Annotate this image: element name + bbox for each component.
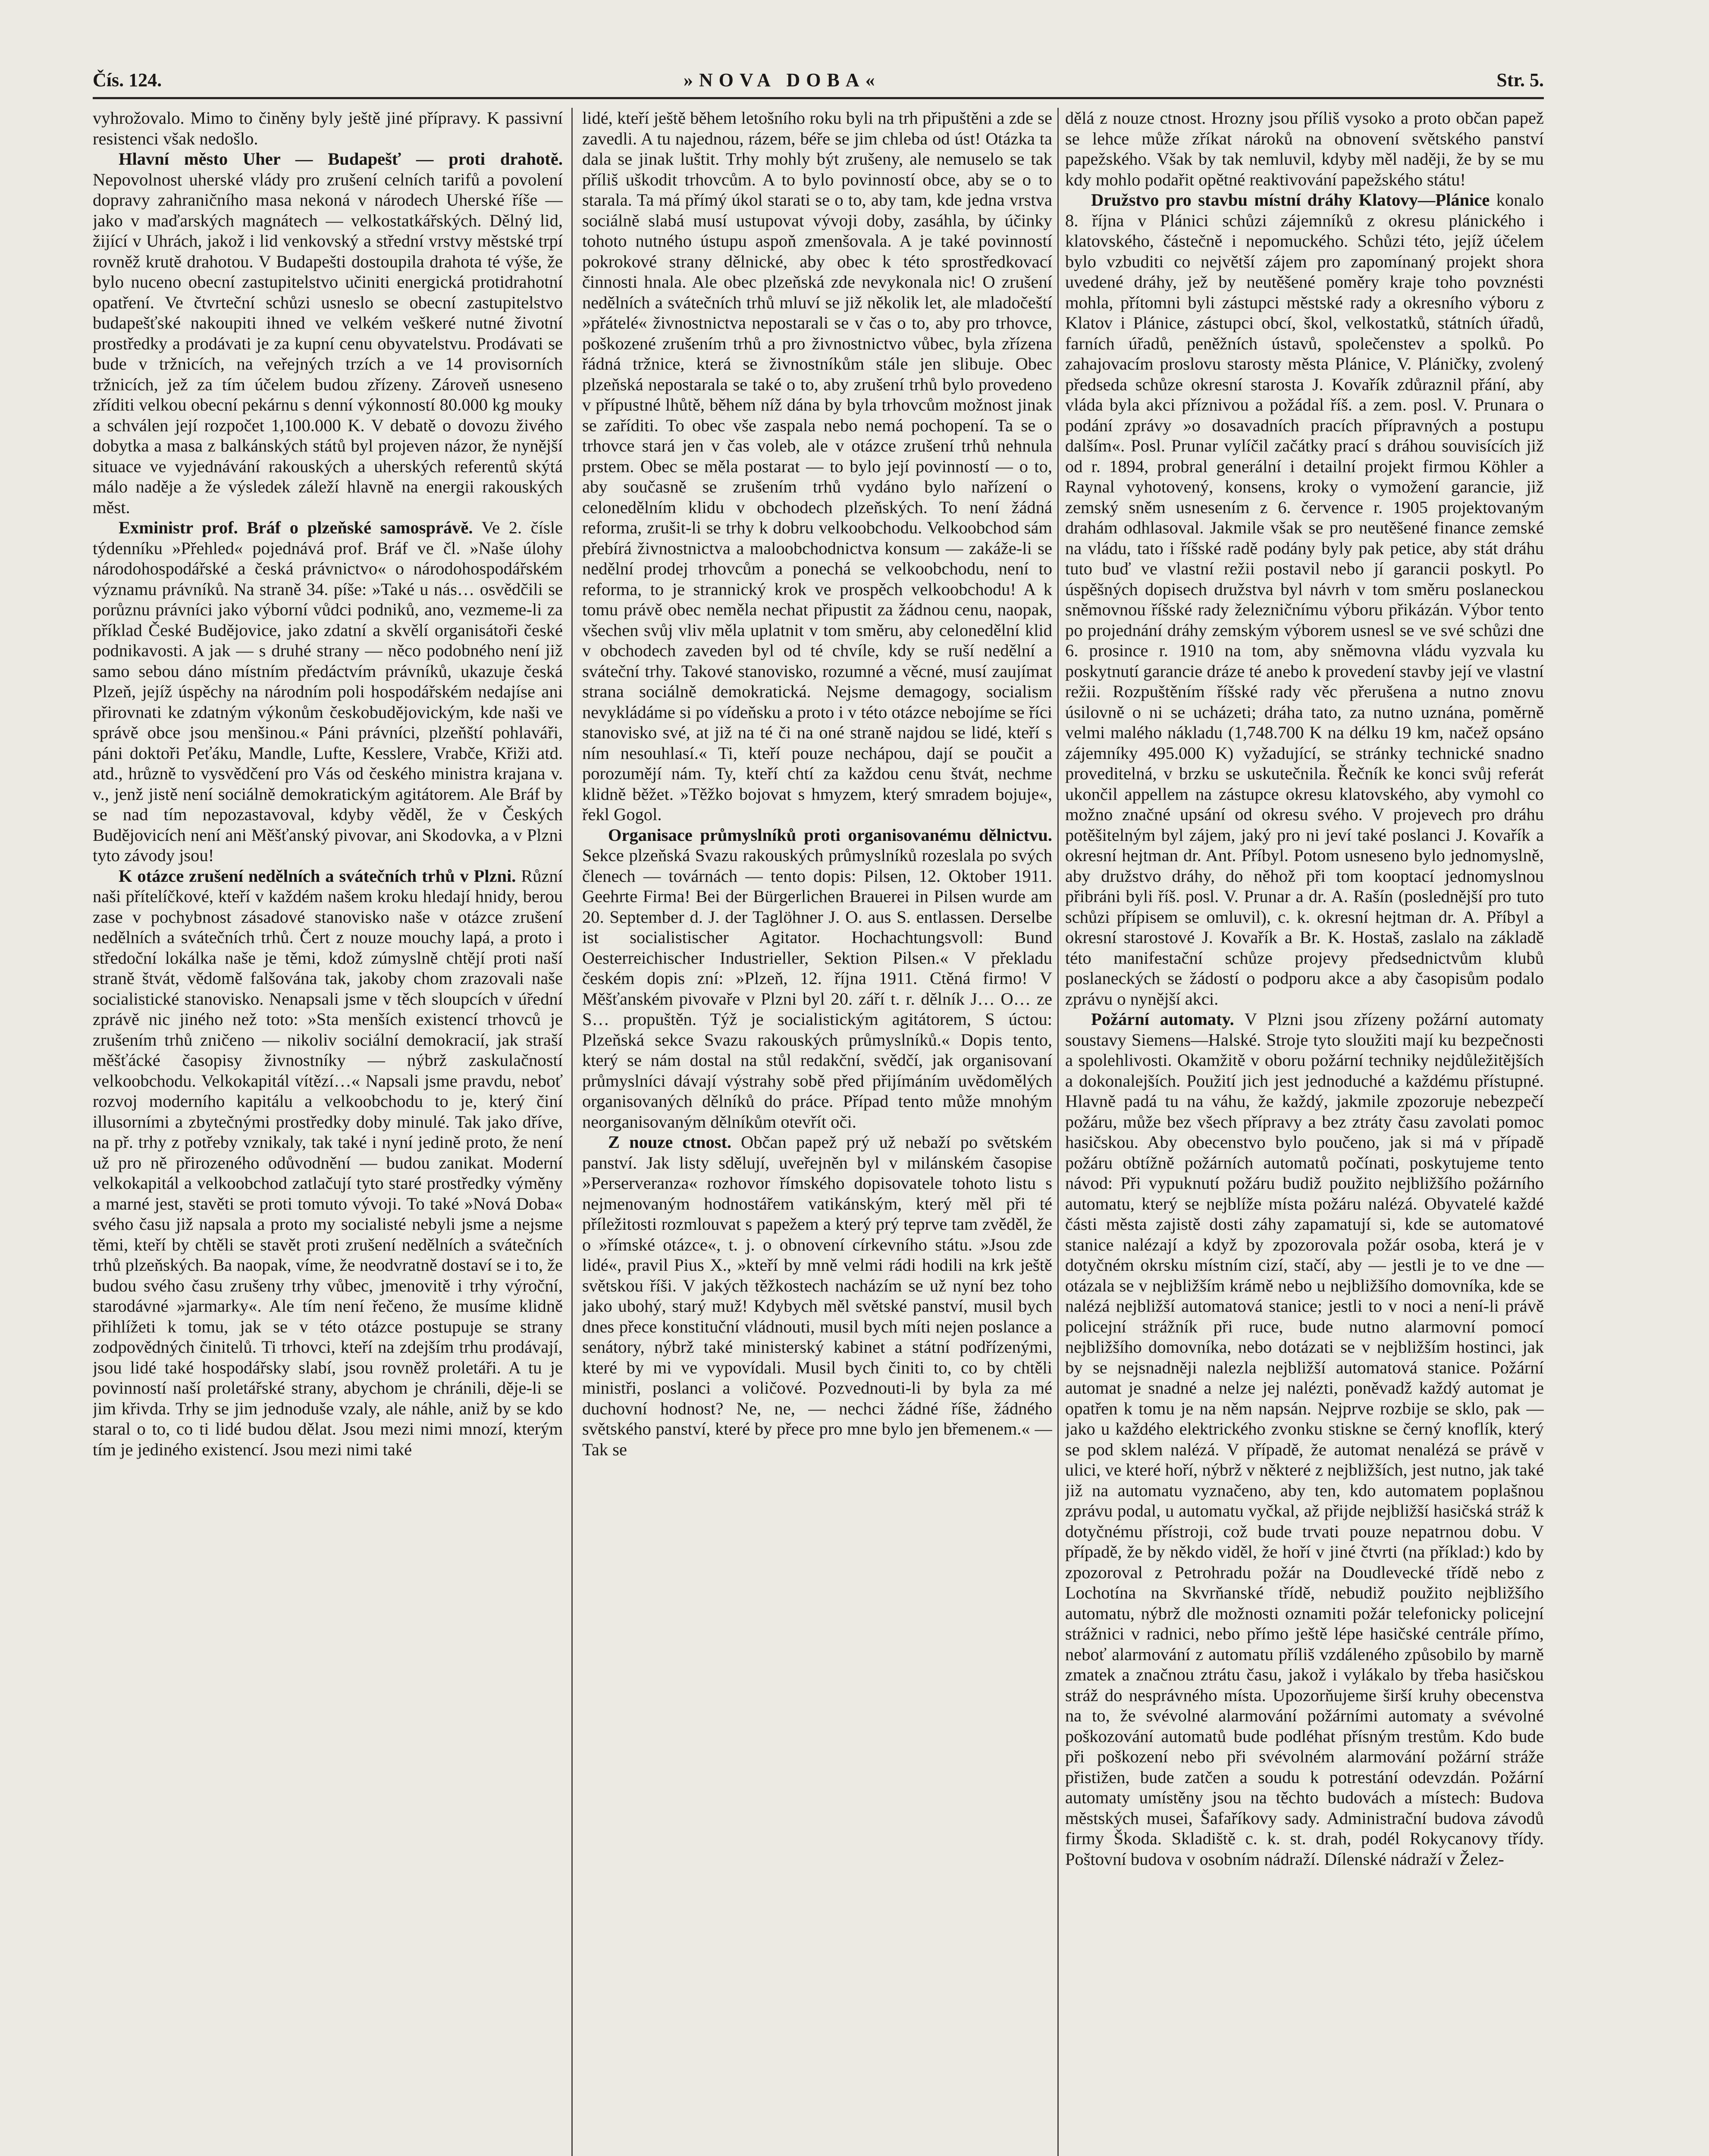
article-paragraph	[582, 1132, 1052, 1460]
page-number: Str. 5.	[1496, 69, 1544, 91]
issue-number: Čís. 124.	[93, 69, 162, 91]
article-paragraph	[93, 149, 563, 517]
article-heading: Požární automaty.	[1091, 1009, 1234, 1029]
article-paragraph	[582, 108, 1052, 825]
article-text: Občan papež prý už nebaží po světském panství. Jak listy sdělují, uveřejněn byl v milánském časopise »Perserveranza« rozhovor římského dopisovatele tohoto listu s nejmenovaným hodnostářem vatikánským, který měl při té příležitosti rozmlouvat s papežem a který prý teprve tam zvěděl, že o »římské otázce«, t. j. o obnovení církevního státu. »Jsou zde lidé«, pravil Pius X., »kteří by mně velmi rádi hodili na krk ještě světskou říši. V jakých těžkostech nacházím se už nyní bez toho jako ubohý, starý muž! Kdybych měl světské panství, musil bych dnes přece konstituční vládnouti, musil bych míti nejen poslance a senátory, nýbrž také ministerský kabinet a státní podřízenými, které by mi ve vypovídali. Musil bych činiti to, co by chtěli ministři, poslanci a voličové. Pozvednouti-li by byla za mé duchovní hodnost? Ne, ne, — nechci žádné říše, žádného světského panství, které by přece pro mne bylo jen břemenem.« — Tak se	[582, 1132, 1052, 1459]
column-divider	[571, 108, 573, 2156]
article-paragraph	[582, 825, 1052, 1132]
article-heading: Organisace průmyslníků proti organisovanému dělnictvu.	[608, 825, 1052, 845]
column-1	[93, 108, 563, 2156]
article-paragraph	[1065, 190, 1544, 1009]
article-text: dělá z nouze ctnost. Hrozny jsou příliš vysoko a proto občan papež se lehce může zříkat nároků na obnovení světského panství papežského. Však by tak nemluvil, kdyby měl naději, že by se mu kdy mohlo podařit opětné reaktivování papežského státu!	[1065, 108, 1544, 189]
article-text: Různí naši přítelíčkové, kteří v každém našem kroku hledají hnidy, berou zase v pochybnost zásadové stanovisko naše v otázce zrušení nedělních a svátečních trhů. Čert z nouze mouchy lapá, a proto i středoční lokálka naše je těmi, kdož zúmyslně chtějí proti naší straně štvát, vědomě falšována tak, jakoby chom zrazovali naše socialistické stanovisko. Nenapsali jsme v těch sloupcích v úřední zprávě nic jiného než toto: »Sta menších existencí trhovců je zrušením trhů zničeno — nikoliv sociální demokracií, jak straší měšťácké časopisy živnostníky — nýbrž zaskulačností velkoobchodu. Velkokapitál vítězí…« Napsali jsme pravdu, neboť rozvoj moderního kapitálu a velkoobchodu to je, který činí illusorními a zbytečnými prostředky doby minulé. Tak jako dříve, na př. trhy z potřeby vznikaly, tak také i nyní jedině proto, že není už pro ně přirozeného odůvodnění — budou zanikat. Moderní velkokapitál a velkoobchod zatlačují tyto staré prostředky výměny a marné jest, stavěti se proti tomuto vývoji. To také »Nová Doba« svého času již napsala a proto my socialisté nebyli jsme a nejsme těmi, kteří by chtěli se stavět proti zrušení nedělních a svátečních trhů plzeňských. Ba naopak, víme, že neodvratně dostaví se i to, že budou svého času zrušeny trhy vůbec, jmenovitě i trhy výroční, starodávné »jarmarky«. Ale tím není řečeno, že musíme klidně přihlížeti k tomu, jak se v této otázce postupuje se strany zodpovědných činitelů. Ti trhovci, kteří na zdejším trhu prodávají, jsou lidé také hospodářsky slabí, jsou rovněž proletáři. A tu je povinností naší proletářské strany, abychom je chránili, děje-li se jim křivda. Trhy se jim jednoduše vzaly, ale náhle, aniž by se kdo staral o to, co ti lidé budou dělat. Jsou mezi nimi mnozí, kterým tím je jediného existencí. Jsou mezi nimi také	[93, 866, 563, 1459]
page-header	[93, 65, 1544, 95]
article-text: V Plzni jsou zřízeny požární automaty soustavy Siemens—Halské. Stroje tyto sloužiti mají ku bezpečnosti a spolehlivosti. Okamžitě v oboru požární techniky nejdůležitějších a dokonalejších. Použití jich jest jednoduché a každému přístupné. Hlavně padá tu na váhu, že každý, jakmile zpozoruje nebezpečí požáru, může bez všech přípravy a bez ztráty času zavolati pomoc hasičskou. Aby obecenstvo bylo poučeno, jak si má v případě požáru obtížně požárních automatů počínati, poskytujeme tento návod: Při vypuknutí požáru budiž použito nejbližšího požárního automatu, který se nejblíže místa požáru nalézá. Obyvatelé každé části města zajistě dosti záhy zapamatují si, kde se automatové stanice nalézají a když by zpozorovala požár osoba, která je v dotyčném okrsku místním cizí, stačí, aby — jestli je to ve dne — otázala se v nejbližším krámě nebo u nejbližšího domovníka, kde se nalézá nejbližší automatová stanice; jestli to v noci a není-li právě policejní strážník při ruce, bude nutno alarmovní pomocí nejbližšího domovníka, nebo dotázati se v nejbližším hostinci, jak by se nejsnadněji nalezla nejbližší automatová stanice. Požární automat je snadné a nelze jej nalézti, poněvadž každý automat je opatřen k tomu je na něm napsán. Nejprve rozbije se sklo, pak — jako u každého elektrického zvonku stiskne se černý knoflík, který se pod sklem nalézá. V případě, že automat nenalézá se právě v ulici, ve které hoří, nýbrž v některé z nejbližších, jest nutno, jak také již na automatu vyznačeno, aby ten, kdo automatem poplašnou zprávu podal, u automatu vyčkal, až přijde nejbližší hasičská stráž k dotyčnému přístroji, což bude trvati pouze nepatrnou dobu. V případě, že by někdo viděl, že hoří v jiné čtvrti (na příklad:) kdo by zpozoroval z Petrohradu požár na Doudlevecké třídě nebo z Lochotína na Skvrňanské třídě, nebudiž použito nejbližšího automatu, nýbrž dle možnosti oznamiti požár telefonicky policejní strážnici v radnici, nebo přímo ještě lépe hasičské centrále přímo, neboť alarmování z automatu příliš vzdáleného způsobilo by marně zmatek a značnou ztrátu času, jakož i vylákalo by třeba hasičskou stráž do nesprávného místa. Upozorňujeme širší kruhy obecenstva na to, že svévolné alarmování požárními automaty a svévolné poškozování automatů bude podléhat přísným trestům. Kdo bude při poškození nebo při svévolném alarmování požární stráže přistižen, bude zatčen a soudu k potrestání odevzdán. Požární automaty umístěny jsou na těchto budovách a místech: Budova městských musei, Šafaříkovy sady. Administrační budova závodů firmy Škoda. Skladiště c. k. st. drah, podél Rokycanovy třídy. Poštovní budova v osobním nádraží. Dílenské nádraží v Želez-	[1065, 1009, 1544, 1869]
article-text: vyhrožovalo. Mimo to činěny byly ještě jiné přípravy. K passivní resistenci však nedošlo.	[93, 108, 563, 148]
article-text: lidé, kteří ještě během letošního roku byli na trh připuštěni a zde se zavedli. A tu najednou, rázem, béře se jim chleba od úst! Otázka ta dala se jinak luštit. Trhy mohly být zrušeny, ale nemuselo se tak příliš uškodit trhovcům. A to bylo povinností obce, aby se o to starala. Ta má přímý úkol starati se o to, aby tam, kde jedna vrstva sociálně slabá musí ustupovat vývoji doby, zasáhla, by účinky tohoto nutného ústupu aspoň zmenšovala. A je také povinností pokrokové strany dělnické, aby obec k této sprostředkovací činnosti hnala. Ale obec plzeňská zde nevykonala nic! O zrušení nedělních a svátečních trhů mluví se již několik let, ale mladočeští »přátelé« živnostnictva nepostarali se v čas o to, aby pro trhovce, poškozené zrušením trhů a pro živnostnictvo vůbec, byla zřízena řádná tržnice, která se živnostníkům stále jen slibuje. Obec plzeňská nepostarala se také o to, aby zrušení trhů bylo provedeno v přípustné lhůtě, během níž dána by byla trhovcům možnost jinak se zaříditi. To obec vše zaspala nebo nemá pochopení. Ta se o trhovce stará jen v čas voleb, ale v otázce zrušení trhů nehnula prstem. Obec se měla postarat — to bylo její povinností — o to, aby současně se zrušením trhů vydáno bylo nařízení o celonedělním klidu v obchodech plzeňských. To není žádná reforma, zrušit-li se trhy k dobru velkoobchodu. Velkoobchod sám přebírá živnostnictva a maloobchodnictva konsum — zakáže-li se nedělní prodej trhovcům a ponechá se velkoobchodu, není to reforma, to je strannický krok ve prospěch velkoobchodu! A k tomu právě obec neměla nechat připustit za žádnou cenu, naopak, všechen svůj vliv měla uplatnit v tom směru, aby celonedělní klid v obchodech zaveden byl od té chvíle, kdy se ruší nedělní a sváteční trhy. Takové stanovisko, rozumné a věcné, musí zaujímat strana sociálně demokratická. Nejsme demagogy, socialism nevykládáme si po vídeňsku a proto i v této otázce nebojíme se říci stanovisko své, at již na té či na oné straně najdou se lidé, kteří s ním nesouhlasí.« Ti, kteří pouze nechápou, dají se poučit a porozumějí nám. Ty, kteří chtí za každou cenu štvát, nechme klidně běžet. »Těžko bojovat s hmyzem, který smradem bojuje«, řekl Gogol.	[582, 108, 1052, 824]
column-2	[582, 108, 1052, 2156]
article-heading: Z nouze ctnost.	[608, 1132, 732, 1152]
column-3	[1065, 108, 1544, 2156]
article-text: Ve 2. čísle týdenníku »Přehled« pojednává prof. Bráf ve čl. »Naše úlohy národohospodářské a česká právnictvo« o národohospodářském významu právníků. Na straně 34. píše: »Také u nás… osvědčili se porůznu právníci jako výborní vůdci podniků, ano, vezmeme-li za příklad České Budějovice, jako zdatní a skvělí organisátoři české podnikavosti. A jak — s druhé strany — něco podobného není již samo sebou dáno místním předáctvím právníků, ukazuje česká Plzeň, jejíž úspěchy na národním poli hospodářském nedajíse ani přirovnati ke zdatným výkonům českobudějovickým, kde naši ve správě obce jsou menšinou.« Páni právníci, plzeňští pohlaváři, páni doktoři Peťáku, Mandle, Lufte, Kesslere, Vrabče, Křiži atd. atd., hrůzně to vysvědčení pro Vás od českého ministra krajana v. v., jenž jistě není sociálně demokratickým agitátorem. Ale Bráf by se nad tím nepozastavoval, kdyby věděl, že v Českých Budějovicích není ani Měšťanský pivovar, ani Skodovka, a v Plzni tyto závody jsou!	[93, 518, 563, 865]
article-heading: K otázce zrušení nedělních a svátečních trhů v Plzni.	[119, 866, 516, 886]
article-paragraph	[93, 517, 563, 866]
article-heading: Družstvo pro stavbu místní dráhy Klatovy—Plánice	[1091, 190, 1490, 210]
article-text: Sekce plzeňská Svazu rakouských průmyslníků rozeslala po svých členech — továrnách — tento dopis: Pilsen, 12. Oktober 1911. Geehrte Firma! Bei der Bürgerlichen Brauerei in Pilsen wurde am 20. September d. J. der Taglöhner J. O. aus S. entlassen. Derselbe ist socialistischer Agitator. Hochachtungsvoll: Bund Oesterreichischer Industrieller, Sektion Pilsen.« V překladu českém dopis zní: »Plzeň, 12. října 1911. Ctěná firmo! V Měšťanském pivovaře v Plzni byl 20. září t. r. dělník J… O… ze S… propuštěn. Týž je socialistickým agitátorem, S úctou: Plzeňská sekce Svazu rakouských průmyslníků.« Dopis tento, který se nám dostal na stůl redakční, svědčí, jak organisovaní průmyslníci dávají výstrahy sobě před přijímáním uvědomělých organisovaných dělníků do práce. Případ tento může mnohým neorganisovaným dělníkům otevřít oči.	[582, 846, 1052, 1131]
article-paragraph	[93, 108, 563, 149]
header-rule	[93, 97, 1544, 99]
article-heading: Exministr prof. Bráf o plzeňské samosprávě.	[119, 518, 473, 537]
article-paragraph	[93, 866, 563, 1460]
article-text: konalo 8. října v Plánici schůzi zájemníků z okresu plánického i klatovského, částečně i nepomuckého. Schůzi této, jejíž účelem bylo vzbuditi co největší zájem pro zapomínaný projekt shora uvedené dráhy, jež by neutěšené poměry kraje toho povznésti mohla, přítomni byli zástupci městské rady a okresního výboru z Klatov i Plánice, zástupci obcí, škol, velkostatků, státních úřadů, farních úřadů, peněžních ústavů, společenstev a spolků. Po zahajovacím proslovu starosty města Plánice, V. Pláničky, zvolený předseda schůze okresní starosta J. Kovařík zdůraznil přání, aby vláda byla akci příznivou a požádal říš. a zem. posl. V. Prunara o podání zprávy »o dosavadních pracích přípravných a postupu dalším«. Posl. Prunar vylíčil začátky prací s dráhou souvisících již od r. 1894, probral generální i detailní projekt firmou Köhler a Raynal vyhotovený, konsens, kroky o vymožení garancie, již zemský sněm usnesením z 6. července r. 1905 projektovaným drahám odhlasoval. Jakmile však se pro neutěšené finance zemské na vládu, tato i říšské radě podány byly pak petice, aby stát dráhu tuto buď ve vlastní režii postavil nebo jí garancii poskytl. Po úspěšných dopisech družstva byl návrh v tom směru poslaneckou sněmovnou říšské rady železničnímu výboru přikázán. Výbor tento po projednání dráhy zemským výborem usnesl se ve své schůzi dne 6. prosince r. 1910 na tom, aby sněmovna vládu vyzvala ku poskytnutí garancie dráze té anebo k provedení stavby její ve vlastní režii. Rozpuštěním říšské rady věc přerušena a nutno znovu úsilovně o ni se ucházeti; dráha tato, za nutno uznána, poměrně velmi malého nákladu (1,748.700 K na délku 19 km, načež opsáno zájemníky 495.000 K) vyžadující, se stránky technické snadno proveditelná, v brzku se uskutečnila. Řečník ke konci svůj referát ukončil appellem na zástupce okresu klatovského, aby vymohl co možno značné upsání od okresu svého. V projevech pro dráhu potěšitelným byl zájem, jaký pro ni jeví také poslanci J. Kovařík a okresní hejtman dr. Ant. Příbyl. Potom usneseno bylo jednomyslně, aby družstvo dráhy, do něhož při tom kooptací jednomyslnou přibráni byli říš. posl. V. Prunar a dr. A. Rašín (poslednější pro tuto schůzi přípisem se omluvil), c. k. okresní hejtman dr. A. Příbyl a okresní starostové J. Kovařík a Br. K. Hostaš, zaslalo na základě této manifestační schůze projevy předsednictvům klubů poslaneckých se žádostí o podporu akce a aby časopisům podalo zprávu o nynější akci.	[1065, 190, 1544, 1009]
article-paragraph	[1065, 108, 1544, 190]
article-paragraph	[1065, 1009, 1544, 1869]
article-heading: Hlavní město Uher — Budapešť — proti drahotě.	[119, 149, 563, 169]
article-text: Nepovolnost uherské vlády pro zrušení celních tarifů a povolení dopravy zahraničního masa nekoná v národech Uherské říše — jako v maďarských magnátech — velkostatkářských. Dělný lid, žijící v Uhrách, jakož i lid venkovský a střední vrstvy městské trpí rovněž krutě drahotou. V Budapešti dostoupila drahota té výše, že bylo nuceno obecní zastupitelstvo učiniti energická protidrahotní opatření. Ve čtvrteční schůzi usneslo se obecní zastupitelstvo budapešťské nakoupiti ihned ve velkém veškeré nutné životní prostředky a prodávati je za kupní cenu obyvatelstvu. Prodávati se bude v tržnicích, na veřejných trzích a ve 14 provisorních tržnicích, jež za tím účelem budou zřízeny. Zároveň usneseno zříditi velkou obecní pekárnu s denní výkonností 80.000 kg mouky a schválen její rozpočet 1,100.000 K. V debatě o dovozu živého dobytka a masa z balkánských států byl projeven názor, že nynější situace ve vyjednávání rakouských a uherských referentů skýtá málo naděje a že výsledek záleží hlavně na energii rakouských měst.	[93, 169, 563, 517]
masthead-title: »NOVA DOBA«	[684, 69, 881, 91]
column-divider	[1057, 108, 1059, 2156]
